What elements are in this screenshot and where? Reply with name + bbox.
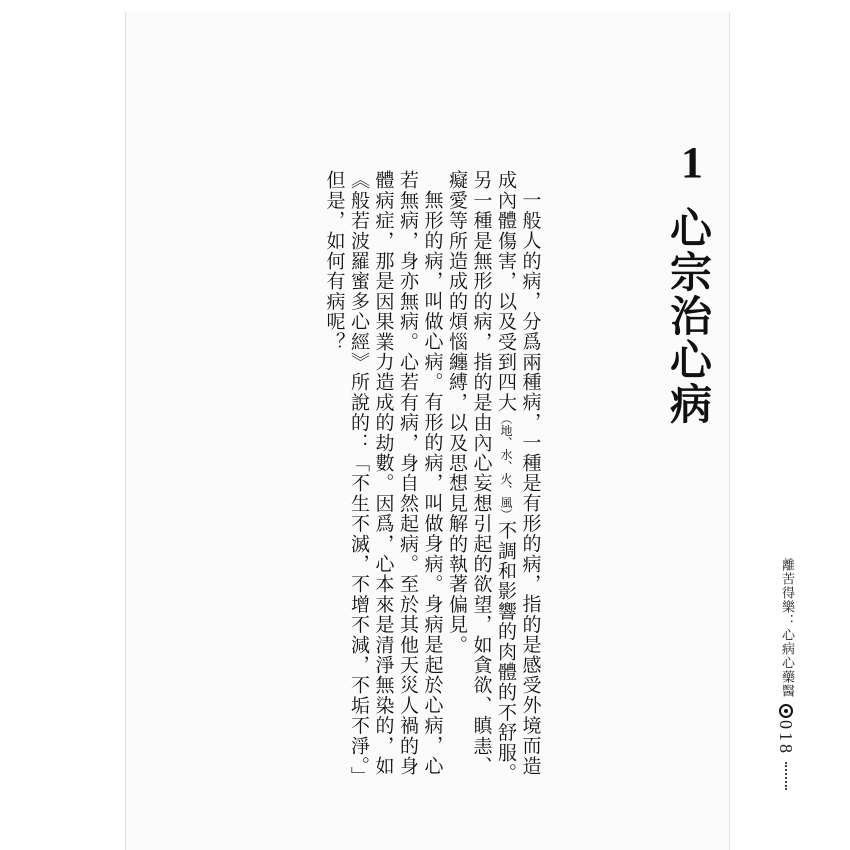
- chapter-title: 心宗治心病: [664, 206, 713, 426]
- chapter-number: 1: [681, 138, 703, 187]
- paragraph-1-part-b: 不調和影響的肉體的不舒服。另一種是無形的病，指的是由內心妄想引起的欲望，如貪欲、瞋恚、癡愛等所造成的煩惱纏縛，以及思想見解的執著偏見。: [446, 170, 517, 784]
- four-elements-note: （地、水、火、風）: [499, 412, 513, 521]
- body-text: [322, 170, 543, 790]
- dotted-divider: [785, 762, 787, 790]
- running-footer: [768, 558, 804, 790]
- book-title: 離苦得樂：心病心藥醫: [779, 558, 794, 698]
- book-page: [125, 12, 796, 850]
- page-number: 018: [776, 720, 796, 756]
- paragraph-1: [445, 170, 543, 790]
- paragraph-2: 無形的病，叫做心病。有形的病，叫做身病。身病是起於心病，心若無病，身亦無病。心若有病，身自然起病。至於其他天災人禍的身體病症，那是因果業力造成的劫數。因爲，心本來是清淨無染的，如《般若波羅蜜多心經》所說的：「不生不滅，不增不減，不垢不淨。」但是，如何有病呢？: [323, 170, 444, 787]
- paragraph-1-part-a: 一般人的病，分爲兩種病，一種是有形的病，指的是感受外境而造成內體傷害，以及受到四大: [495, 170, 542, 776]
- circle-dot-icon: [779, 704, 793, 718]
